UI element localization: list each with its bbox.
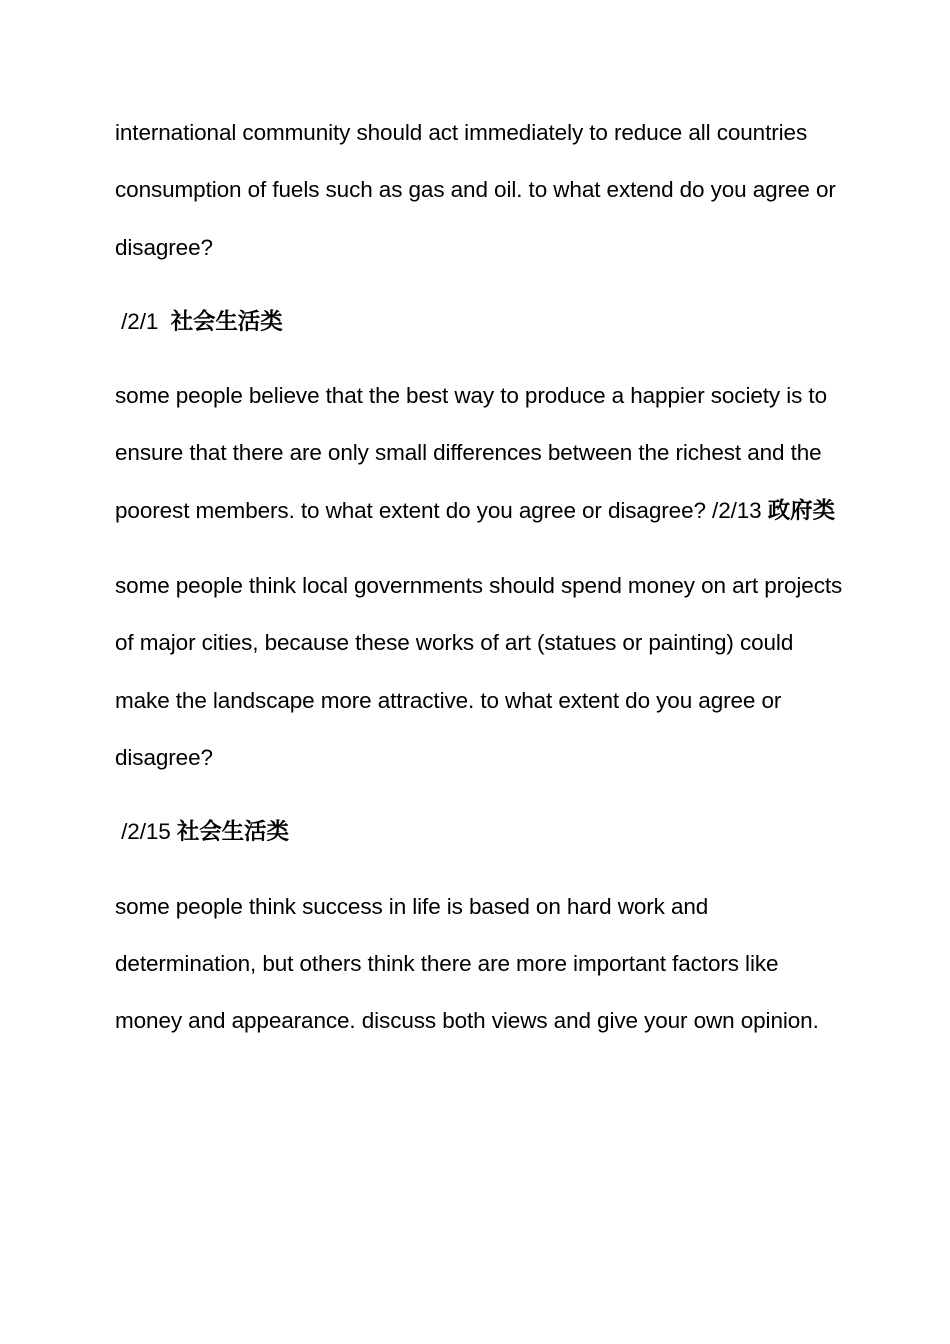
date-category-heading [115,803,845,861]
document-page [115,104,845,1066]
paragraph-text: international community should act immediately to reduce all countries consumption of fuels such as gas and oil. to what extend do you agree or disagree? [115,120,836,260]
paragraph-text: some people think local governments should spend money on art projects of major cities, because these works of art (statues or painting) could make the landscape more attractive. to what extent do you agree or disagree? [115,573,843,770]
date-category-heading [115,293,845,351]
paragraph-text: some people think success in life is based on hard work and determination, but others think there are more important factors like money and appearance. discuss both views and give your own opinion. [115,893,819,1034]
category-label: 社会生活类 [170,308,283,335]
essay-prompt-art-projects [115,557,845,786]
essay-prompt-success-in-life [115,878,845,1050]
essay-prompt-fuel-consumption [115,104,845,276]
essay-prompt-happier-society [115,367,845,540]
date-label: /2/1 [115,308,171,334]
date-label: /2/13 [705,497,768,523]
paragraph-text: some people believe that the best way to produce a happier society is to ensure that there are only small differences between the richest and the poorest members. to what extent do you agree or disagree? [115,383,827,523]
category-label: 政府类 [767,497,835,524]
category-label: 社会生活类 [176,819,289,846]
date-label: /2/15 [115,819,177,845]
